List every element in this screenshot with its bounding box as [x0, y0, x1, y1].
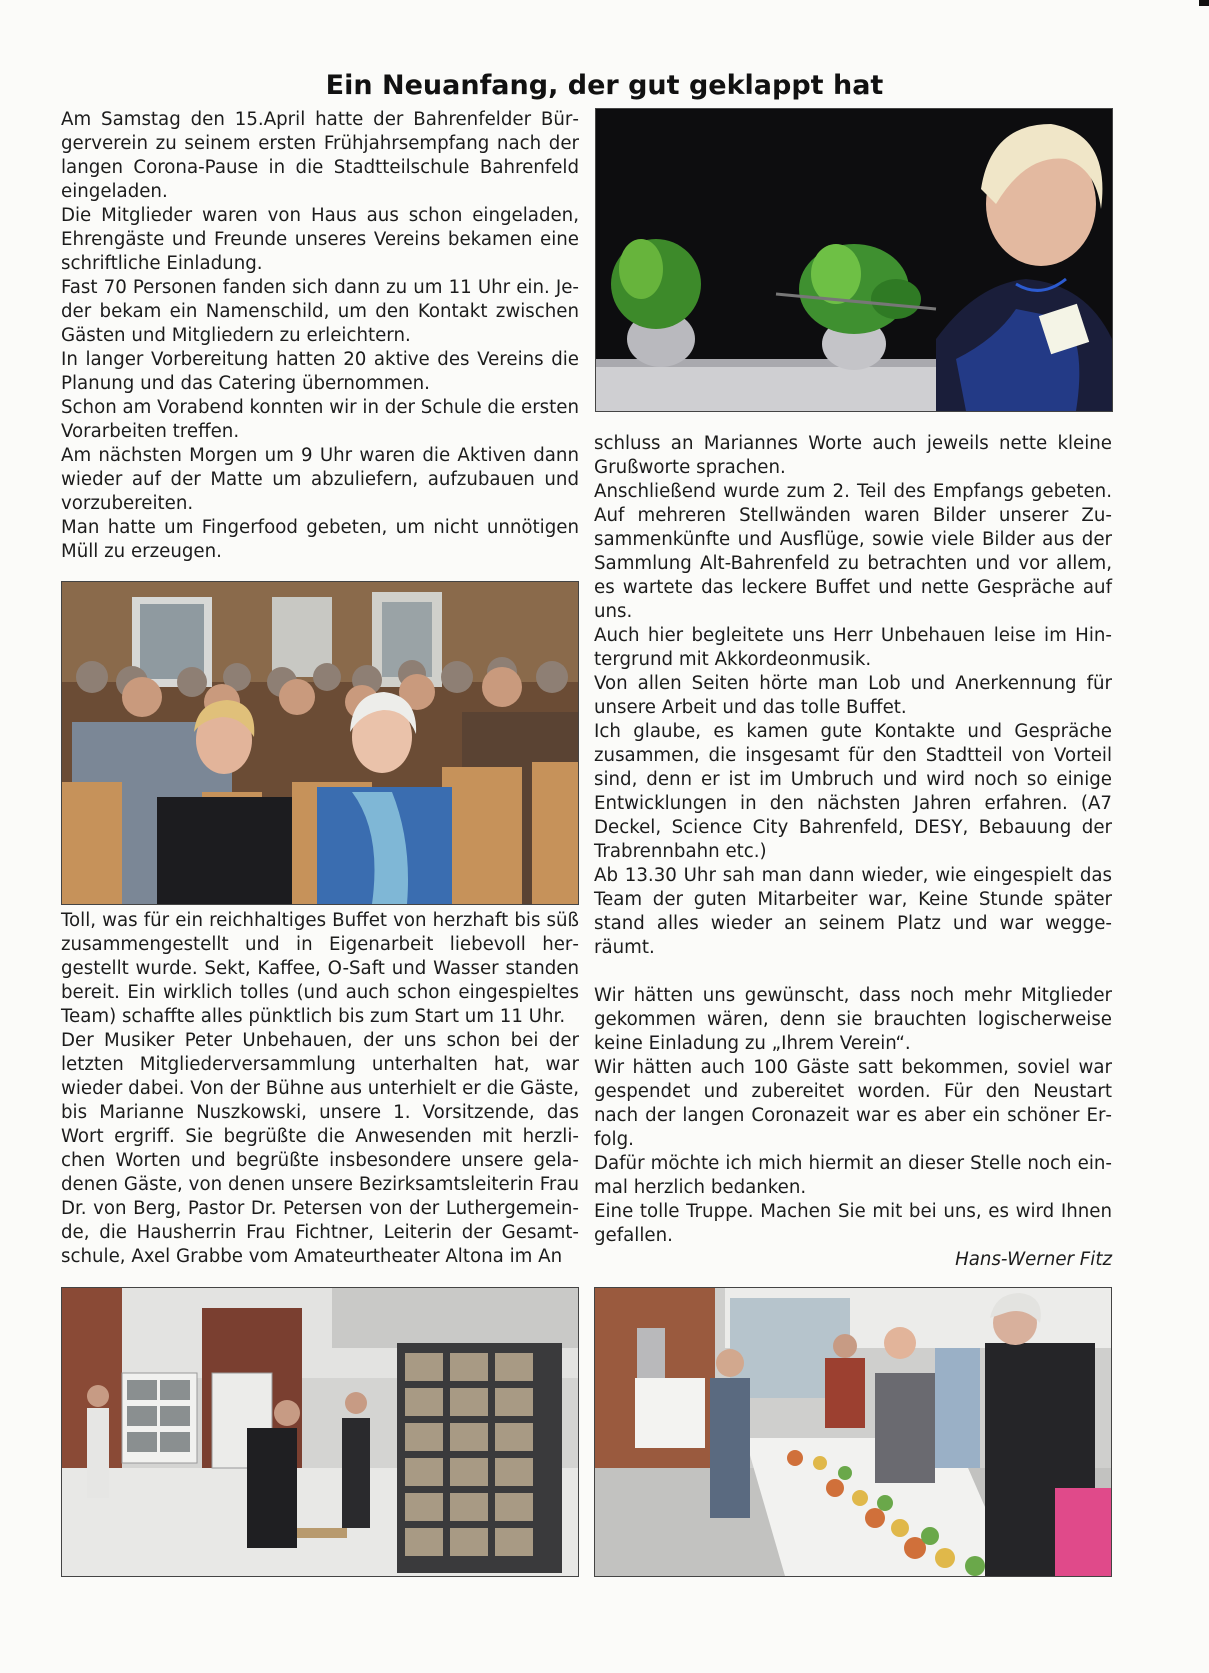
paragraph: Wir hätten auch 100 Gäste satt bekommen, soviel war gespendet und zubereitet worden. Für den Neustart nach der langen Coronazeit war es aber ein schöner Erfolg.	[594, 1057, 1112, 1150]
paragraph: Toll, was für ein reichhaltiges Buffet von herzhaft bis süß zusammengestellt und in Eigenarbeit liebevoll hergestellt wurde. Sekt, Kaffee, O-Saft und Wasser standen bereit. Ein wirklich tolles (und auch schon eingespieltes Team) schaffte alles pünktlich bis zum Start um 11 Uhr.	[61, 910, 579, 1027]
paragraph: Am Samstag den 15.April hatte der Bahrenfelder Bürgerverein zu seinem ersten Frühjahrsempfang nach der langen Corona-Pause in die Stadtteilschule Bahrenfeld eingeladen.	[61, 109, 579, 202]
paragraph: Am nächsten Morgen um 9 Uhr waren die Aktiven dann wieder auf der Matte um abzuliefern, aufzubauen und vorzubereiten.	[61, 445, 579, 514]
audience-photo	[61, 581, 579, 905]
paragraph: Auch hier begleitete uns Herr Unbehauen leise im Hintergrund mit Akkordeonmusik.	[594, 625, 1112, 670]
paragraph: Ich glaube, es kamen gute Kontakte und Gespräche zusammen, die insgesamt für den Stadtteil von Vorteil sind, denn er ist im Umbruch und wird noch so einige Entwicklungen in den nächsten Jahren erfahren. (A7 Deckel, Science City Bahrenfeld, DESY, Bebauung der Trabrennbahn etc.)	[594, 721, 1112, 862]
paragraph: Ab 13.30 Uhr sah man dann wieder, wie eingespielt das Team der guten Mitarbeiter war, Keine Stunde später stand alles wieder an seinem Platz und war weggeräumt.	[594, 865, 1112, 958]
paragraph: Schon am Vorabend konnten wir in der Schule die ersten Vorarbeiten treffen.	[61, 397, 579, 442]
paragraph: Dafür möchte ich mich hiermit an dieser Stelle noch einmal herzlich bedanken.	[594, 1153, 1112, 1198]
paragraph: In langer Vorbereitung hatten 20 aktive des Vereins die Planung und das Catering übernommen.	[61, 349, 579, 394]
article-title: Ein Neuanfang, der gut geklappt hat	[325, 70, 884, 101]
paragraph: Die Mitglieder waren von Haus aus schon eingeladen, Ehrengäste und Freunde unseres Vereins bekamen eine schriftliche Einladung.	[61, 205, 579, 274]
exhibition-photo	[61, 1287, 579, 1577]
left-column-top	[61, 108, 579, 564]
page-edge-mark	[1199, 0, 1209, 6]
paragraph: Anschließend wurde zum 2. Teil des Empfangs gebeten. Auf mehreren Stellwänden waren Bilder unserer Zusammenkünfte und Ausflüge, sowie viele Bilder aus der Sammlung Alt-Bahrenfeld zu betrachten und vor allem, es wartete das leckere Buffet und nette Gespräche auf uns.	[594, 481, 1112, 622]
left-column-bottom	[61, 909, 579, 1269]
paragraph-gap	[594, 960, 1112, 984]
paragraph: Der Musiker Peter Unbehauen, der uns schon bei der letzten Mitgliederversammlung unterhalten hat, war wieder dabei. Von der Bühne aus unterhielt er die Gäste, bis Marianne Nuszkowski, unsere 1. Vorsitzende, das Wort ergriff. Sie begrüßte die Anwesenden mit herzlichen Worten und begrüßte insbesondere unsere geladenen Gäste, von denen unsere Bezirksamtsleiterin Frau Dr. von Berg, Pastor Dr. Petersen von der Luthergemeinde, die Hausherrin Frau Fichtner, Leiterin der Gesamtschule, Axel Grabbe vom Amateurtheater Altona im An	[61, 1030, 579, 1267]
paragraph: Wir hätten uns gewünscht, dass noch mehr Mitglieder gekommen wären, denn sie brauchten logischerweise keine Einladung zu „Ihrem Verein“.	[594, 985, 1112, 1054]
paragraph: Eine tolle Truppe. Machen Sie mit bei uns, es wird Ihnen gefallen.	[594, 1201, 1112, 1246]
paragraph: Fast 70 Personen fanden sich dann zu um 11 Uhr ein. Jeder bekam ein Namenschild, um den Kontakt zwischen Gästen und Mitgliedern zu erleichtern.	[61, 277, 579, 346]
speaker-photo	[595, 108, 1113, 412]
paragraph: Man hatte um Fingerfood gebeten, um nicht unnötigen Müll zu erzeugen.	[61, 517, 579, 562]
author-signature: Hans-Werner Fitz	[955, 1249, 1112, 1270]
buffet-photo	[594, 1287, 1112, 1577]
right-column	[594, 432, 1112, 1272]
paragraph: Von allen Seiten hörte man Lob und Anerkennung für unsere Arbeit und das tolle Buffet.	[594, 673, 1112, 718]
paragraph: schluss an Mariannes Worte auch jeweils nette kleine Grußworte sprachen.	[594, 433, 1112, 478]
